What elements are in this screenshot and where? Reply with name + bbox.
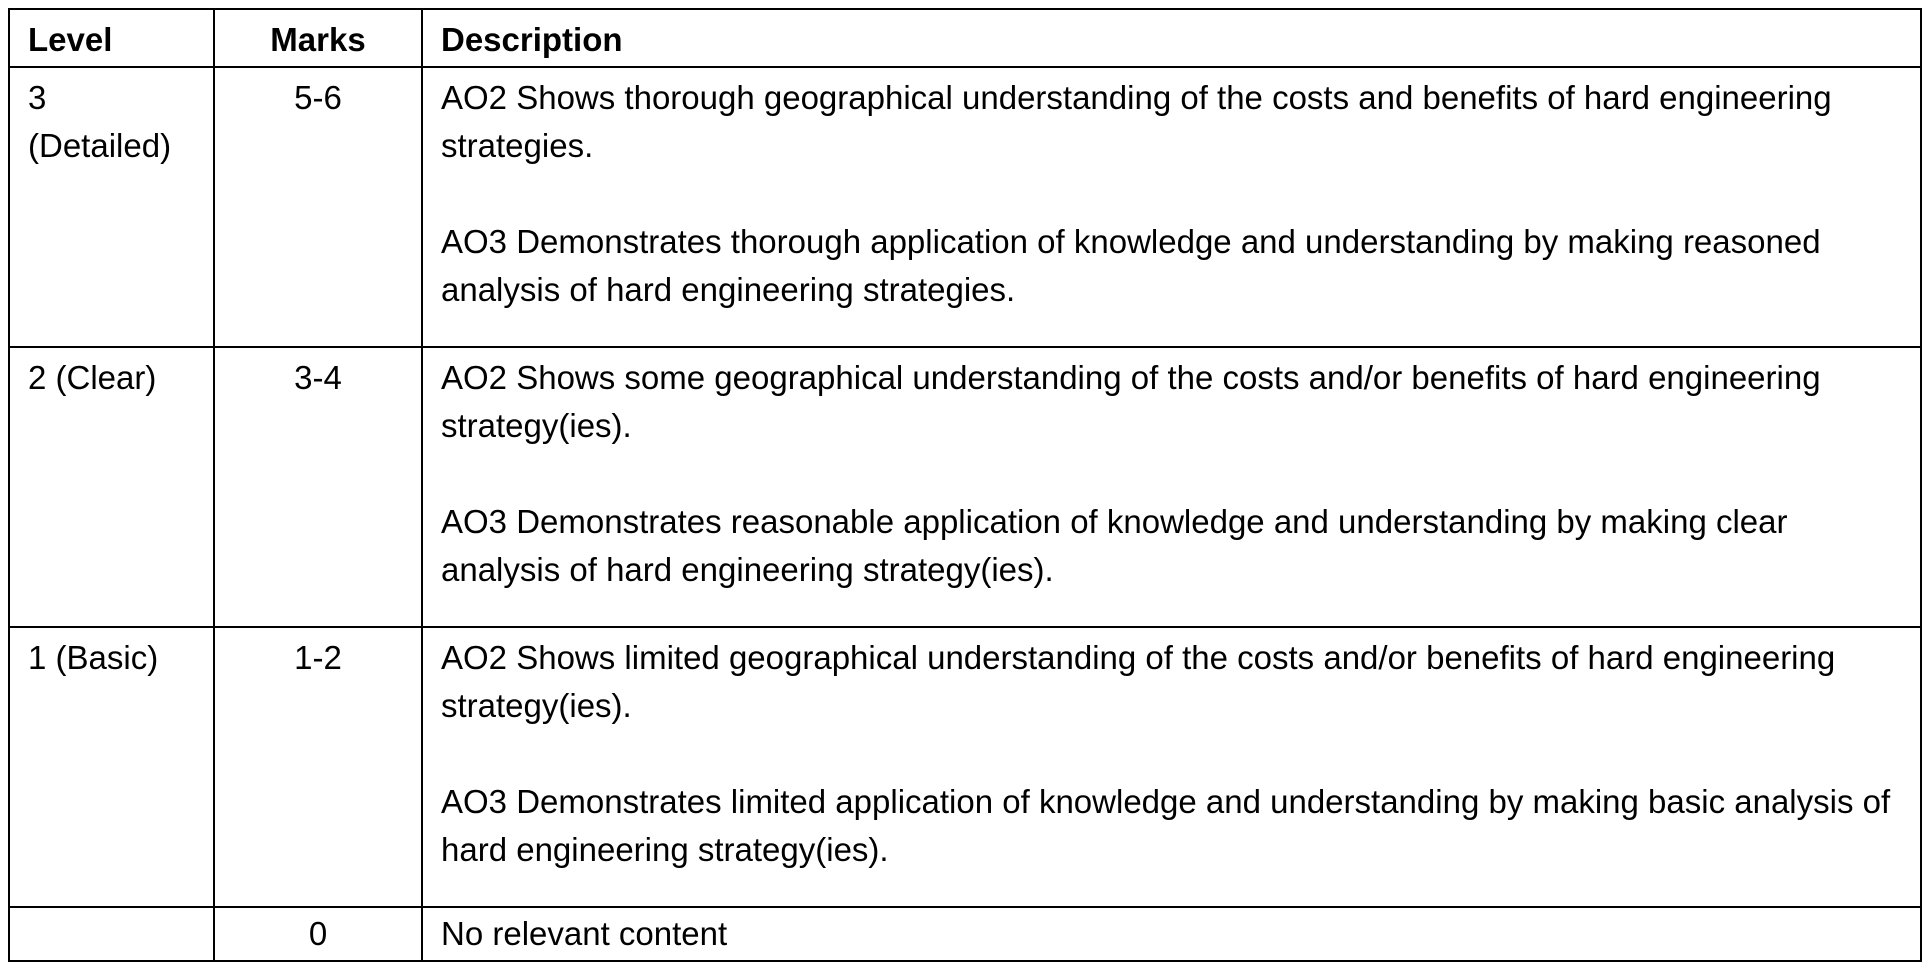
ao2-text: AO2 Shows thorough geographical understanding of the costs and benefits of hard engineering strategies. [441, 79, 1832, 164]
table-row-level-3 [9, 67, 1921, 347]
ao3-text: AO3 Demonstrates limited application of knowledge and understanding by making basic analysis of hard engineering strategy(ies). [441, 783, 1891, 868]
ao3-text: AO3 Demonstrates reasonable application of knowledge and understanding by making clear analysis of hard engineering strategy(ies). [441, 503, 1788, 588]
marks-cell: 3-4 [214, 347, 422, 627]
level-number: 3 [28, 79, 47, 116]
marks-cell: 0 [214, 907, 422, 961]
marks-cell: 5-6 [214, 67, 422, 347]
mark-scheme-table [8, 8, 1922, 962]
table-row-level-2 [9, 347, 1921, 627]
header-level: Level [9, 9, 214, 67]
table-row-level-1 [9, 627, 1921, 907]
ao2-text: AO2 Shows some geographical understanding of the costs and/or benefits of hard engineering strategy(ies). [441, 359, 1821, 444]
level-label: (Detailed) [28, 127, 172, 164]
description-cell [422, 347, 1921, 627]
level-cell: 2 (Clear) [9, 347, 214, 627]
description-cell [422, 627, 1921, 907]
paragraph-gap [441, 450, 1902, 498]
description-cell: No relevant content [422, 907, 1921, 961]
header-description: Description [422, 9, 1921, 67]
table-row-level-0 [9, 907, 1921, 961]
paragraph-gap [441, 730, 1902, 778]
description-cell [422, 67, 1921, 347]
table-header-row [9, 9, 1921, 67]
ao3-text: AO3 Demonstrates thorough application of knowledge and understanding by making reasoned analysis of hard engineering strategies. [441, 223, 1821, 308]
marks-cell: 1-2 [214, 627, 422, 907]
level-cell [9, 67, 214, 347]
level-cell [9, 907, 214, 961]
level-cell: 1 (Basic) [9, 627, 214, 907]
ao2-text: AO2 Shows limited geographical understanding of the costs and/or benefits of hard engineering strategy(ies). [441, 639, 1836, 724]
header-marks: Marks [214, 9, 422, 67]
paragraph-gap [441, 170, 1902, 218]
